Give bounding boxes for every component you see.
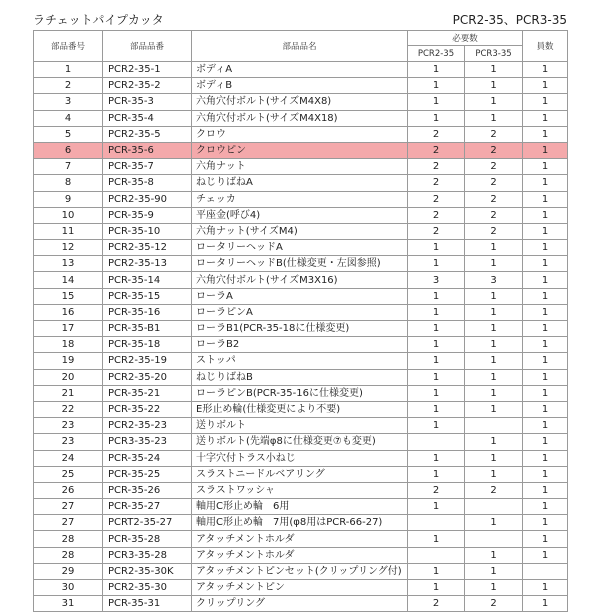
part-name-cell: クロウピン (192, 142, 408, 158)
part-code-cell: PCR-35-28 (103, 531, 192, 547)
qty-pcr2-cell: 2 (408, 126, 465, 142)
part-number-cell: 19 (34, 353, 103, 369)
qty-pcr3-cell: 1 (465, 466, 523, 482)
part-number-cell: 16 (34, 304, 103, 320)
qty-pcr3-cell: 1 (465, 515, 523, 531)
part-name-cell: 十字穴付トラス小ねじ (192, 450, 408, 466)
table-row (34, 110, 568, 126)
table-row (34, 321, 568, 337)
part-number-cell: 7 (34, 159, 103, 175)
qty-pcr2-cell: 1 (408, 385, 465, 401)
part-name-cell: アタッチメントピンセット(クリップリング付) (192, 563, 408, 579)
qty-pcr3-cell: 2 (465, 159, 523, 175)
header-pcr2-35: PCR2-35 (408, 46, 465, 62)
qty-pcr2-cell: 1 (408, 110, 465, 126)
table-row (34, 78, 568, 94)
part-code-cell: PCR3-35-23 (103, 434, 192, 450)
qty-pcr3-cell: 1 (465, 321, 523, 337)
part-name-cell: ローラピンA (192, 304, 408, 320)
part-code-cell: PCR-35-7 (103, 159, 192, 175)
qty-pcr3-cell: 2 (465, 126, 523, 142)
table-row (34, 175, 568, 191)
table-row (34, 288, 568, 304)
part-code-cell: PCR3-35-28 (103, 547, 192, 563)
part-number-cell: 8 (34, 175, 103, 191)
model-numbers: PCR2-35、PCR3-35 (452, 13, 567, 27)
pieces-cell: 1 (523, 596, 568, 612)
part-name-cell: 六角穴付ボルト(サイズM3X16) (192, 272, 408, 288)
table-row (34, 531, 568, 547)
qty-pcr2-cell: 1 (408, 62, 465, 78)
qty-pcr3-cell (465, 499, 523, 515)
parts-table-body (34, 62, 568, 612)
pieces-cell: 1 (523, 434, 568, 450)
qty-pcr3-cell: 1 (465, 240, 523, 256)
part-name-cell: ロータリーヘッドA (192, 240, 408, 256)
part-name-cell: ボディA (192, 62, 408, 78)
part-number-cell: 2 (34, 78, 103, 94)
part-number-cell: 11 (34, 223, 103, 239)
part-name-cell: 六角ナット (192, 159, 408, 175)
pieces-cell: 1 (523, 499, 568, 515)
part-code-cell: PCR-35-9 (103, 207, 192, 223)
part-number-cell: 10 (34, 207, 103, 223)
qty-pcr2-cell: 1 (408, 499, 465, 515)
part-number-cell: 30 (34, 580, 103, 596)
pieces-cell: 1 (523, 159, 568, 175)
table-row (34, 596, 568, 612)
part-number-cell: 25 (34, 466, 103, 482)
qty-pcr2-cell: 1 (408, 321, 465, 337)
header-pcr3-35: PCR3-35 (465, 46, 523, 62)
part-code-cell: PCR2-35-19 (103, 353, 192, 369)
part-number-cell: 31 (34, 596, 103, 612)
qty-pcr2-cell: 2 (408, 482, 465, 498)
part-number-cell: 4 (34, 110, 103, 126)
pieces-cell: 1 (523, 207, 568, 223)
qty-pcr2-cell: 1 (408, 401, 465, 417)
pieces-cell: 1 (523, 515, 568, 531)
part-name-cell: 六角穴付ボルト(サイズM4X8) (192, 94, 408, 110)
part-number-cell: 21 (34, 385, 103, 401)
pieces-cell: 1 (523, 94, 568, 110)
header-part-code: 部品品番 (103, 31, 192, 62)
qty-pcr3-cell: 2 (465, 482, 523, 498)
part-number-cell: 6 (34, 142, 103, 158)
qty-pcr2-cell: 1 (408, 304, 465, 320)
qty-pcr2-cell (408, 547, 465, 563)
qty-pcr3-cell: 1 (465, 563, 523, 579)
pieces-cell: 1 (523, 240, 568, 256)
part-code-cell: PCR-35-21 (103, 385, 192, 401)
qty-pcr3-cell: 1 (465, 288, 523, 304)
part-code-cell: PCR-35-24 (103, 450, 192, 466)
qty-pcr2-cell: 3 (408, 272, 465, 288)
part-code-cell: PCR-35-3 (103, 94, 192, 110)
part-name-cell: 軸用C形止め輪 6用 (192, 499, 408, 515)
part-number-cell: 15 (34, 288, 103, 304)
part-code-cell: PCR-35-18 (103, 337, 192, 353)
pieces-cell: 1 (523, 353, 568, 369)
part-name-cell: 六角ナット(サイズM4) (192, 223, 408, 239)
part-number-cell: 22 (34, 401, 103, 417)
part-name-cell: クリップリング (192, 596, 408, 612)
qty-pcr2-cell: 2 (408, 207, 465, 223)
part-number-cell: 17 (34, 321, 103, 337)
part-code-cell: PCR-35-27 (103, 499, 192, 515)
qty-pcr2-cell: 2 (408, 223, 465, 239)
part-number-cell: 1 (34, 62, 103, 78)
part-code-cell: PCR2-35-23 (103, 418, 192, 434)
header-pieces: 員数 (523, 31, 568, 62)
qty-pcr3-cell: 1 (465, 385, 523, 401)
part-code-cell: PCR-35-31 (103, 596, 192, 612)
table-row (34, 563, 568, 579)
qty-pcr3-cell: 1 (465, 94, 523, 110)
part-code-cell: PCR-35-14 (103, 272, 192, 288)
part-name-cell: スラストニードルベアリング (192, 466, 408, 482)
pieces-cell: 1 (523, 369, 568, 385)
pieces-cell: 1 (523, 401, 568, 417)
pieces-cell: 1 (523, 547, 568, 563)
part-name-cell: E形止め輪(仕様変更により不要) (192, 401, 408, 417)
qty-pcr3-cell: 1 (465, 401, 523, 417)
table-row (34, 304, 568, 320)
table-row (34, 337, 568, 353)
pieces-cell: 1 (523, 385, 568, 401)
pieces-cell: 1 (523, 175, 568, 191)
part-name-cell: 軸用C形止め輪 7用(φ8用はPCR-66-27) (192, 515, 408, 531)
table-row (34, 547, 568, 563)
pieces-cell: 1 (523, 288, 568, 304)
qty-pcr3-cell: 1 (465, 304, 523, 320)
pieces-cell: 1 (523, 321, 568, 337)
pieces-cell: 1 (523, 337, 568, 353)
table-row (34, 62, 568, 78)
qty-pcr3-cell: 1 (465, 337, 523, 353)
qty-pcr2-cell: 2 (408, 175, 465, 191)
qty-pcr2-cell: 1 (408, 563, 465, 579)
pieces-cell: 1 (523, 62, 568, 78)
part-name-cell: 平座金(呼び4) (192, 207, 408, 223)
part-number-cell: 27 (34, 499, 103, 515)
qty-pcr2-cell: 2 (408, 596, 465, 612)
qty-pcr3-cell: 1 (465, 110, 523, 126)
qty-pcr3-cell (465, 531, 523, 547)
pieces-cell: 1 (523, 272, 568, 288)
qty-pcr2-cell: 1 (408, 466, 465, 482)
qty-pcr2-cell: 1 (408, 288, 465, 304)
qty-pcr2-cell: 1 (408, 78, 465, 94)
qty-pcr2-cell: 1 (408, 94, 465, 110)
qty-pcr3-cell: 1 (465, 62, 523, 78)
part-number-cell: 20 (34, 369, 103, 385)
table-row (34, 94, 568, 110)
qty-pcr3-cell (465, 418, 523, 434)
table-row (34, 434, 568, 450)
table-row (34, 482, 568, 498)
qty-pcr3-cell: 1 (465, 369, 523, 385)
qty-pcr2-cell: 1 (408, 369, 465, 385)
table-row (34, 272, 568, 288)
qty-pcr3-cell: 1 (465, 434, 523, 450)
part-name-cell: ストッパ (192, 353, 408, 369)
table-row (34, 223, 568, 239)
part-number-cell: 26 (34, 482, 103, 498)
part-code-cell: PCR2-35-30 (103, 580, 192, 596)
part-code-cell: PCR-35-25 (103, 466, 192, 482)
qty-pcr2-cell: 1 (408, 337, 465, 353)
part-number-cell: 3 (34, 94, 103, 110)
pieces-cell: 1 (523, 126, 568, 142)
part-number-cell: 13 (34, 256, 103, 272)
part-code-cell: PCR-35-26 (103, 482, 192, 498)
qty-pcr3-cell: 2 (465, 175, 523, 191)
part-name-cell: ローラB2 (192, 337, 408, 353)
part-name-cell: ローラB1(PCR-35-18に仕様変更) (192, 321, 408, 337)
part-number-cell: 28 (34, 547, 103, 563)
table-row (34, 142, 568, 158)
qty-pcr2-cell (408, 434, 465, 450)
part-code-cell: PCR2-35-1 (103, 62, 192, 78)
part-name-cell: ローラピンB(PCR-35-16に仕様変更) (192, 385, 408, 401)
table-row (34, 401, 568, 417)
header-required-qty: 必要数 (408, 31, 523, 46)
table-row (34, 369, 568, 385)
qty-pcr3-cell: 2 (465, 223, 523, 239)
part-name-cell: ロータリーヘッドB(仕様変更・左図参照) (192, 256, 408, 272)
header-part-number: 部品番号 (34, 31, 103, 62)
qty-pcr3-cell: 2 (465, 207, 523, 223)
part-code-cell: PCR-35-10 (103, 223, 192, 239)
qty-pcr2-cell: 1 (408, 256, 465, 272)
pieces-cell: 1 (523, 531, 568, 547)
part-number-cell: 12 (34, 240, 103, 256)
pieces-cell: 1 (523, 256, 568, 272)
part-code-cell: PCR2-35-30K (103, 563, 192, 579)
part-name-cell: アタッチメントホルダ (192, 531, 408, 547)
page-title: ラチェットパイプカッタ (33, 13, 164, 27)
pieces-cell: 1 (523, 223, 568, 239)
part-name-cell: チェッカ (192, 191, 408, 207)
pieces-cell: 1 (523, 580, 568, 596)
table-row (34, 191, 568, 207)
part-code-cell: PCR-35-8 (103, 175, 192, 191)
table-row (34, 256, 568, 272)
table-row (34, 126, 568, 142)
pieces-cell: 1 (523, 418, 568, 434)
part-number-cell: 14 (34, 272, 103, 288)
part-code-cell: PCR2-35-12 (103, 240, 192, 256)
part-name-cell: 六角穴付ボルト(サイズM4X18) (192, 110, 408, 126)
qty-pcr3-cell: 1 (465, 580, 523, 596)
part-code-cell: PCR2-35-20 (103, 369, 192, 385)
part-code-cell: PCRT2-35-27 (103, 515, 192, 531)
qty-pcr3-cell: 1 (465, 547, 523, 563)
table-row (34, 450, 568, 466)
part-code-cell: PCR2-35-13 (103, 256, 192, 272)
qty-pcr3-cell: 1 (465, 450, 523, 466)
table-row (34, 385, 568, 401)
part-number-cell: 29 (34, 563, 103, 579)
qty-pcr2-cell: 2 (408, 159, 465, 175)
qty-pcr3-cell: 3 (465, 272, 523, 288)
header-part-name: 部品品名 (192, 31, 408, 62)
part-name-cell: アタッチメントピン (192, 580, 408, 596)
pieces-cell: 1 (523, 110, 568, 126)
qty-pcr2-cell: 1 (408, 240, 465, 256)
part-code-cell: PCR2-35-5 (103, 126, 192, 142)
part-number-cell: 9 (34, 191, 103, 207)
table-row (34, 499, 568, 515)
part-code-cell: PCR-35-16 (103, 304, 192, 320)
table-row (34, 580, 568, 596)
part-name-cell: 送りボルト(先端φ8に仕様変更⑦も変更) (192, 434, 408, 450)
qty-pcr3-cell: 2 (465, 596, 523, 612)
part-number-cell: 27 (34, 515, 103, 531)
part-name-cell: クロウ (192, 126, 408, 142)
pieces-cell: 1 (523, 466, 568, 482)
part-code-cell: PCR2-35-2 (103, 78, 192, 94)
table-row (34, 240, 568, 256)
table-row (34, 207, 568, 223)
table-row (34, 353, 568, 369)
pieces-cell: 1 (523, 78, 568, 94)
part-code-cell: PCR-35-15 (103, 288, 192, 304)
part-name-cell: ローラA (192, 288, 408, 304)
qty-pcr3-cell: 2 (465, 191, 523, 207)
pieces-cell: 1 (523, 450, 568, 466)
qty-pcr3-cell: 1 (465, 353, 523, 369)
part-number-cell: 24 (34, 450, 103, 466)
qty-pcr3-cell: 1 (465, 78, 523, 94)
part-code-cell: PCR2-35-90 (103, 191, 192, 207)
table-row (34, 466, 568, 482)
part-number-cell: 28 (34, 531, 103, 547)
pieces-cell: 1 (523, 304, 568, 320)
part-name-cell: スラストワッシャ (192, 482, 408, 498)
qty-pcr2-cell: 1 (408, 450, 465, 466)
pieces-cell: 1 (523, 142, 568, 158)
table-row (34, 418, 568, 434)
part-code-cell: PCR-35-22 (103, 401, 192, 417)
qty-pcr2-cell: 1 (408, 418, 465, 434)
part-number-cell: 23 (34, 418, 103, 434)
part-number-cell: 18 (34, 337, 103, 353)
qty-pcr2-cell: 1 (408, 353, 465, 369)
part-code-cell: PCR-35-4 (103, 110, 192, 126)
qty-pcr2-cell: 2 (408, 142, 465, 158)
part-number-cell: 23 (34, 434, 103, 450)
table-row (34, 159, 568, 175)
qty-pcr2-cell (408, 515, 465, 531)
qty-pcr3-cell: 1 (465, 256, 523, 272)
pieces-cell: 1 (523, 482, 568, 498)
table-row (34, 515, 568, 531)
part-name-cell: ボディB (192, 78, 408, 94)
qty-pcr2-cell: 1 (408, 531, 465, 547)
part-name-cell: ねじりばねA (192, 175, 408, 191)
pieces-cell: 1 (523, 191, 568, 207)
part-name-cell: 送りボルト (192, 418, 408, 434)
pieces-cell (523, 563, 568, 579)
qty-pcr3-cell: 2 (465, 142, 523, 158)
part-number-cell: 5 (34, 126, 103, 142)
part-name-cell: ねじりばねB (192, 369, 408, 385)
qty-pcr2-cell: 2 (408, 191, 465, 207)
part-code-cell: PCR-35-B1 (103, 321, 192, 337)
qty-pcr2-cell: 1 (408, 580, 465, 596)
parts-table (33, 30, 568, 612)
part-name-cell: アタッチメントホルダ (192, 547, 408, 563)
part-code-cell: PCR-35-6 (103, 142, 192, 158)
